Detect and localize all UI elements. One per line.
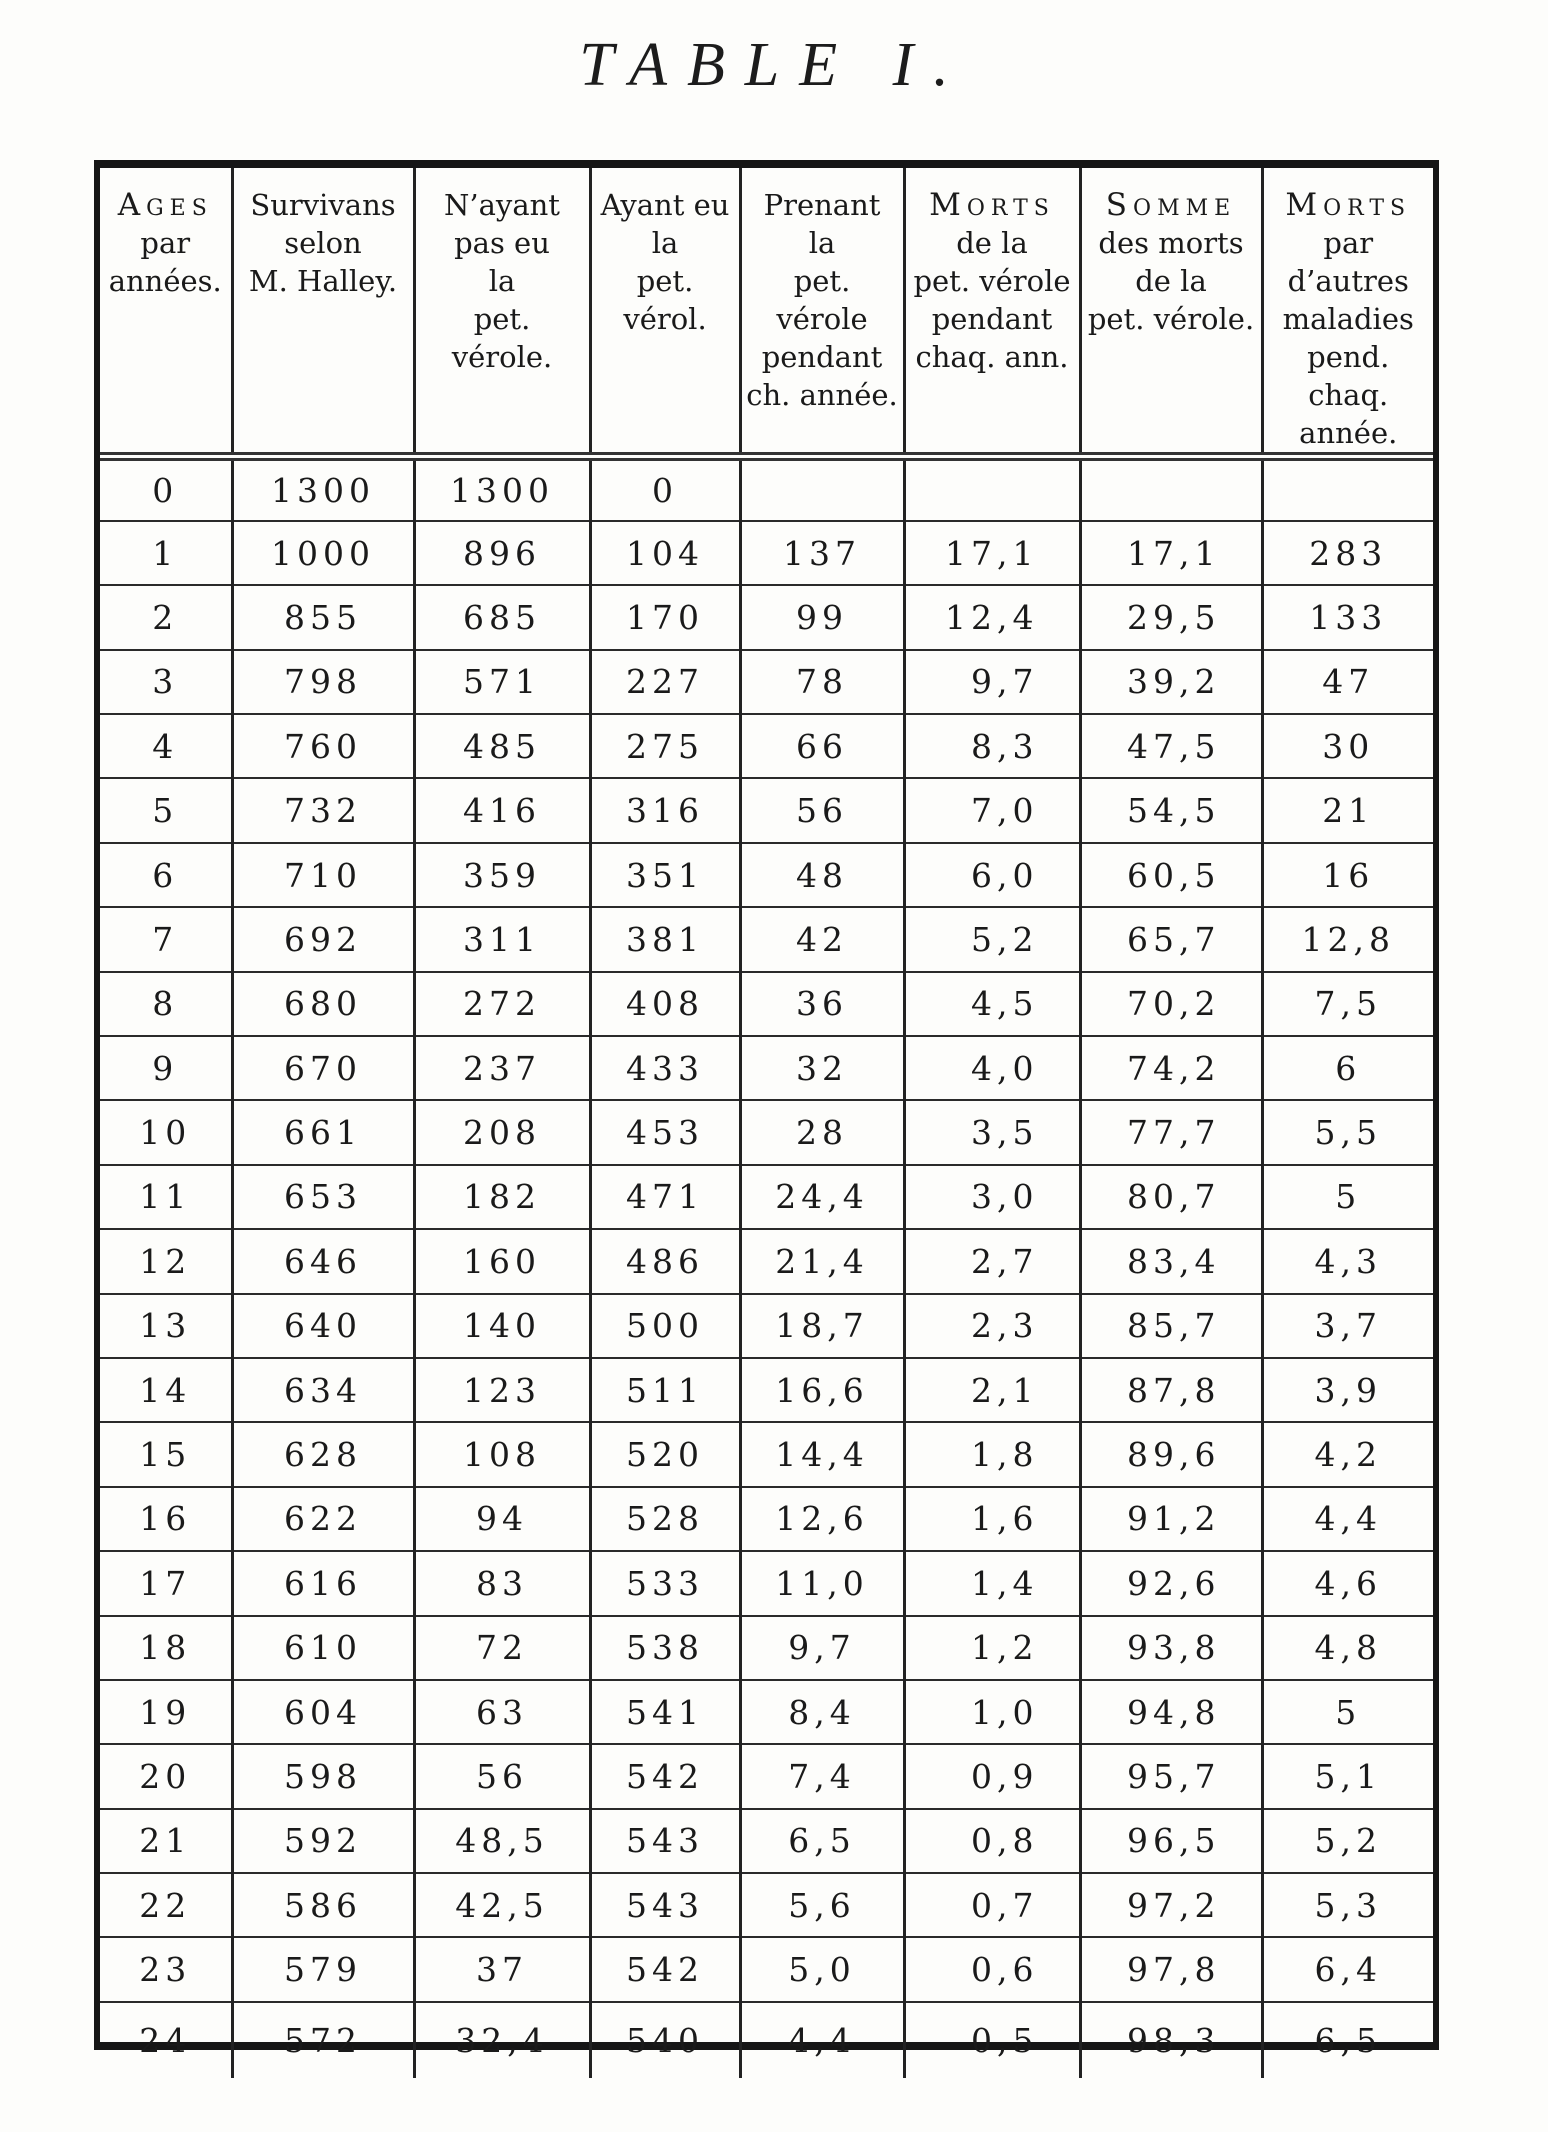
cell-survivans: 586 bbox=[232, 1873, 414, 1937]
header-ages bbox=[100, 168, 232, 457]
header-somme-line2: des morts bbox=[1098, 226, 1244, 260]
cell-ayant: 275 bbox=[590, 714, 740, 778]
header-prenant-line2: la bbox=[808, 226, 836, 260]
cell-ayant: 433 bbox=[590, 1036, 740, 1100]
header-ages-line2: par bbox=[140, 226, 191, 260]
cell-age: 23 bbox=[100, 1937, 232, 2001]
header-ages-line3: années. bbox=[108, 264, 222, 298]
table-row bbox=[100, 1422, 1433, 1486]
cell-nayant: 416 bbox=[414, 778, 590, 842]
cell-survivans: 710 bbox=[232, 843, 414, 907]
cell-morts-autres: 283 bbox=[1262, 521, 1433, 585]
header-nayant-line4: pet. vérole. bbox=[451, 302, 553, 374]
cell-morts-autres: 4,2 bbox=[1262, 1422, 1433, 1486]
cell-morts-autres: 4,3 bbox=[1262, 1229, 1433, 1293]
header-nayant-line1: N’ayant bbox=[444, 188, 560, 222]
table-row bbox=[100, 907, 1433, 971]
cell-morts-verole: 2,1 bbox=[904, 1358, 1080, 1422]
cell-somme: 98,3 bbox=[1080, 2002, 1262, 2078]
cell-ayant: 486 bbox=[590, 1229, 740, 1293]
cell-nayant: 123 bbox=[414, 1358, 590, 1422]
cell-age: 18 bbox=[100, 1616, 232, 1680]
cell-ayant: 541 bbox=[590, 1680, 740, 1744]
cell-age: 7 bbox=[100, 907, 232, 971]
cell-age: 4 bbox=[100, 714, 232, 778]
cell-ayant: 104 bbox=[590, 521, 740, 585]
cell-somme: 93,8 bbox=[1080, 1616, 1262, 1680]
cell-nayant: 72 bbox=[414, 1616, 590, 1680]
cell-somme: 47,5 bbox=[1080, 714, 1262, 778]
cell-morts-autres: 6,5 bbox=[1262, 2002, 1433, 2078]
cell-morts-autres: 5,1 bbox=[1262, 1744, 1433, 1808]
table-row bbox=[100, 972, 1433, 1036]
cell-prenant: 24,4 bbox=[740, 1165, 904, 1229]
cell-survivans: 855 bbox=[232, 585, 414, 649]
cell-survivans: 579 bbox=[232, 1937, 414, 2001]
cell-ayant: 453 bbox=[590, 1100, 740, 1164]
cell-somme: 60,5 bbox=[1080, 843, 1262, 907]
cell-ayant: 540 bbox=[590, 2002, 740, 2078]
header-morts-autres-line3: maladies bbox=[1282, 302, 1414, 336]
table-row bbox=[100, 1487, 1433, 1551]
cell-somme: 87,8 bbox=[1080, 1358, 1262, 1422]
cell-survivans: 798 bbox=[232, 650, 414, 714]
cell-ayant: 543 bbox=[590, 1873, 740, 1937]
header-row bbox=[100, 168, 1433, 457]
cell-morts-autres: 5,5 bbox=[1262, 1100, 1433, 1164]
cell-morts-verole: 8,3 bbox=[904, 714, 1080, 778]
table-row bbox=[100, 1229, 1433, 1293]
cell-morts-verole: 0,5 bbox=[904, 2002, 1080, 2078]
header-ages-title: Ages bbox=[117, 187, 213, 223]
header-morts-verole-line5: chaq. ann. bbox=[915, 340, 1069, 374]
cell-morts-autres: 3,7 bbox=[1262, 1294, 1433, 1358]
cell-survivans: 680 bbox=[232, 972, 414, 1036]
cell-ayant: 316 bbox=[590, 778, 740, 842]
cell-age: 1 bbox=[100, 521, 232, 585]
header-morts-verole-line4: pendant bbox=[931, 302, 1053, 336]
table-row bbox=[100, 1809, 1433, 1873]
cell-somme: 77,7 bbox=[1080, 1100, 1262, 1164]
cell-prenant: 7,4 bbox=[740, 1744, 904, 1808]
cell-somme: 29,5 bbox=[1080, 585, 1262, 649]
cell-ayant: 511 bbox=[590, 1358, 740, 1422]
cell-somme: 97,2 bbox=[1080, 1873, 1262, 1937]
cell-prenant: 18,7 bbox=[740, 1294, 904, 1358]
cell-nayant: 160 bbox=[414, 1229, 590, 1293]
cell-somme: 96,5 bbox=[1080, 1809, 1262, 1873]
header-morts-verole-line3: pet. vérole bbox=[913, 264, 1071, 298]
header-morts-verole-title: Morts bbox=[929, 187, 1055, 223]
cell-morts-verole: 0,9 bbox=[904, 1744, 1080, 1808]
cell-prenant: 42 bbox=[740, 907, 904, 971]
header-ayant bbox=[590, 168, 740, 457]
cell-somme: 83,4 bbox=[1080, 1229, 1262, 1293]
cell-ayant: 528 bbox=[590, 1487, 740, 1551]
cell-morts-autres: 12,8 bbox=[1262, 907, 1433, 971]
cell-survivans: 634 bbox=[232, 1358, 414, 1422]
cell-morts-verole: 4,5 bbox=[904, 972, 1080, 1036]
cell-age: 3 bbox=[100, 650, 232, 714]
cell-morts-verole: 5,2 bbox=[904, 907, 1080, 971]
cell-somme: 54,5 bbox=[1080, 778, 1262, 842]
cell-age: 10 bbox=[100, 1100, 232, 1164]
cell-morts-autres: 6 bbox=[1262, 1036, 1433, 1100]
cell-ayant: 500 bbox=[590, 1294, 740, 1358]
table-row bbox=[100, 714, 1433, 778]
cell-nayant: 182 bbox=[414, 1165, 590, 1229]
cell-morts-verole: 1,0 bbox=[904, 1680, 1080, 1744]
cell-survivans: 661 bbox=[232, 1100, 414, 1164]
cell-prenant: 48 bbox=[740, 843, 904, 907]
cell-prenant: 78 bbox=[740, 650, 904, 714]
cell-nayant: 272 bbox=[414, 972, 590, 1036]
cell-prenant: 66 bbox=[740, 714, 904, 778]
cell-nayant: 63 bbox=[414, 1680, 590, 1744]
cell-morts-autres: 5 bbox=[1262, 1165, 1433, 1229]
cell-survivans: 653 bbox=[232, 1165, 414, 1229]
cell-ayant: 520 bbox=[590, 1422, 740, 1486]
table-row bbox=[100, 1294, 1433, 1358]
cell-somme: 17,1 bbox=[1080, 521, 1262, 585]
cell-age: 6 bbox=[100, 843, 232, 907]
header-survivans-line3: M. Halley. bbox=[248, 264, 398, 298]
cell-ayant: 542 bbox=[590, 1744, 740, 1808]
cell-age: 14 bbox=[100, 1358, 232, 1422]
cell-survivans: 622 bbox=[232, 1487, 414, 1551]
cell-nayant: 208 bbox=[414, 1100, 590, 1164]
cell-morts-verole: 3,0 bbox=[904, 1165, 1080, 1229]
cell-age: 20 bbox=[100, 1744, 232, 1808]
cell-morts-verole: 1,2 bbox=[904, 1616, 1080, 1680]
header-survivans-line1: Survivans bbox=[250, 188, 396, 222]
cell-morts-autres: 5 bbox=[1262, 1680, 1433, 1744]
cell-nayant: 1300 bbox=[414, 457, 590, 521]
cell-nayant: 42,5 bbox=[414, 1873, 590, 1937]
table-row bbox=[100, 585, 1433, 649]
header-nayant-line3: la bbox=[488, 264, 516, 298]
header-morts-autres-line4: pend. chaq. bbox=[1307, 340, 1390, 412]
mortality-table bbox=[100, 168, 1433, 2078]
cell-survivans: 1000 bbox=[232, 521, 414, 585]
header-somme bbox=[1080, 168, 1262, 457]
cell-ayant: 381 bbox=[590, 907, 740, 971]
cell-morts-verole: 2,3 bbox=[904, 1294, 1080, 1358]
table-row bbox=[100, 1616, 1433, 1680]
cell-ayant: 351 bbox=[590, 843, 740, 907]
cell-nayant: 108 bbox=[414, 1422, 590, 1486]
cell-somme: 85,7 bbox=[1080, 1294, 1262, 1358]
cell-survivans: 604 bbox=[232, 1680, 414, 1744]
cell-age: 24 bbox=[139, 2020, 192, 2060]
cell-survivans: 692 bbox=[232, 907, 414, 971]
cell-ayant: 227 bbox=[590, 650, 740, 714]
table-row bbox=[100, 457, 1433, 521]
cell-nayant: 32,4 bbox=[414, 2002, 590, 2078]
header-somme-title: Somme bbox=[1105, 187, 1237, 223]
header-prenant bbox=[740, 168, 904, 457]
cell-prenant bbox=[740, 457, 904, 521]
cell-morts-verole: 0,8 bbox=[904, 1809, 1080, 1873]
cell-nayant: 83 bbox=[414, 1551, 590, 1615]
cell-prenant: 32 bbox=[740, 1036, 904, 1100]
table-title: TABLE I. bbox=[579, 31, 969, 99]
cell-morts-verole: 0,6 bbox=[904, 1937, 1080, 2001]
cell-somme: 92,6 bbox=[1080, 1551, 1262, 1615]
table-row bbox=[100, 843, 1433, 907]
cell-prenant: 5,0 bbox=[740, 1937, 904, 2001]
cell-morts-autres: 133 bbox=[1262, 585, 1433, 649]
cell-age: 5 bbox=[100, 778, 232, 842]
cell-prenant: 6,5 bbox=[740, 1809, 904, 1873]
header-somme-line3: de la bbox=[1135, 264, 1207, 298]
cell-age: 8 bbox=[100, 972, 232, 1036]
cell-nayant: 359 bbox=[414, 843, 590, 907]
table-row bbox=[100, 1937, 1433, 2001]
cell-morts-autres: 47 bbox=[1262, 650, 1433, 714]
header-morts-autres-title: Morts bbox=[1285, 187, 1412, 223]
cell-survivans: 646 bbox=[232, 1229, 414, 1293]
cell-somme: 91,2 bbox=[1080, 1487, 1262, 1551]
header-ayant-line3: pet. vérol. bbox=[623, 264, 707, 336]
cell-ayant: 543 bbox=[590, 1809, 740, 1873]
header-morts-verole-line2: de la bbox=[956, 226, 1028, 260]
table-row bbox=[100, 1873, 1433, 1937]
cell-morts-verole: 0,7 bbox=[904, 1873, 1080, 1937]
header-survivans bbox=[232, 168, 414, 457]
cell-age: 21 bbox=[100, 1809, 232, 1873]
cell-ayant: 471 bbox=[590, 1165, 740, 1229]
cell-age: 17 bbox=[100, 1551, 232, 1615]
cell-survivans: 610 bbox=[232, 1616, 414, 1680]
cell-prenant: 4,4 bbox=[740, 2002, 904, 2078]
cell-age: 15 bbox=[100, 1422, 232, 1486]
cell-morts-autres: 21 bbox=[1262, 778, 1433, 842]
cell-somme: 94,8 bbox=[1080, 1680, 1262, 1744]
cell-prenant: 8,4 bbox=[740, 1680, 904, 1744]
cell-somme bbox=[1080, 457, 1262, 521]
cell-age: 22 bbox=[100, 1873, 232, 1937]
cell-prenant: 21,4 bbox=[740, 1229, 904, 1293]
cell-prenant: 137 bbox=[740, 521, 904, 585]
cell-morts-autres bbox=[1262, 457, 1433, 521]
table-row bbox=[100, 1680, 1433, 1744]
header-nayant bbox=[414, 168, 590, 457]
cell-morts-verole: 4,0 bbox=[904, 1036, 1080, 1100]
cell-morts-autres: 30 bbox=[1262, 714, 1433, 778]
cell-prenant: 36 bbox=[740, 972, 904, 1036]
cell-somme: 74,2 bbox=[1080, 1036, 1262, 1100]
header-prenant-line4: pendant bbox=[761, 340, 883, 374]
table-row bbox=[100, 2002, 1433, 2078]
header-morts-autres-line5: année. bbox=[1299, 416, 1398, 450]
cell-morts-autres: 6,4 bbox=[1262, 1937, 1433, 2001]
cell-nayant: 311 bbox=[414, 907, 590, 971]
cell-prenant: 12,6 bbox=[740, 1487, 904, 1551]
cell-nayant: 48,5 bbox=[414, 1809, 590, 1873]
cell-morts-autres: 5,3 bbox=[1262, 1873, 1433, 1937]
cell-nayant: 485 bbox=[414, 714, 590, 778]
cell-morts-autres: 4,4 bbox=[1262, 1487, 1433, 1551]
cell-survivans: 640 bbox=[232, 1294, 414, 1358]
header-survivans-line2: selon bbox=[284, 226, 362, 260]
cell-age: 11 bbox=[100, 1165, 232, 1229]
cell-morts-verole: 6,0 bbox=[904, 843, 1080, 907]
table-row bbox=[100, 1165, 1433, 1229]
cell-nayant: 571 bbox=[414, 650, 590, 714]
header-ayant-line2: la bbox=[651, 226, 679, 260]
cell-morts-verole bbox=[904, 457, 1080, 521]
cell-morts-verole: 3,5 bbox=[904, 1100, 1080, 1164]
cell-prenant: 16,6 bbox=[740, 1358, 904, 1422]
header-morts-autres-line2: par d’autres bbox=[1287, 226, 1409, 298]
cell-ayant: 542 bbox=[590, 1937, 740, 2001]
cell-morts-verole: 2,7 bbox=[904, 1229, 1080, 1293]
cell-survivans: 628 bbox=[232, 1422, 414, 1486]
cell-morts-autres: 7,5 bbox=[1262, 972, 1433, 1036]
cell-age: 9 bbox=[100, 1036, 232, 1100]
cell-ayant: 0 bbox=[590, 457, 740, 521]
cell-nayant: 140 bbox=[414, 1294, 590, 1358]
header-prenant-line3: pet. vérole bbox=[776, 264, 868, 336]
header-morts-verole bbox=[904, 168, 1080, 457]
cell-survivans: 592 bbox=[232, 1809, 414, 1873]
cell-prenant: 56 bbox=[740, 778, 904, 842]
header-ayant-line1: Ayant eu bbox=[600, 188, 730, 222]
cell-morts-autres: 5,2 bbox=[1262, 1809, 1433, 1873]
cell-nayant: 56 bbox=[414, 1744, 590, 1808]
table-body bbox=[100, 457, 1433, 2078]
cell-morts-verole: 1,4 bbox=[904, 1551, 1080, 1615]
cell-survivans: 670 bbox=[232, 1036, 414, 1100]
cell-survivans: 1300 bbox=[232, 457, 414, 521]
cell-prenant: 28 bbox=[740, 1100, 904, 1164]
cell-morts-verole: 1,8 bbox=[904, 1422, 1080, 1486]
header-somme-line4: pet. vérole. bbox=[1087, 302, 1255, 336]
cell-nayant: 685 bbox=[414, 585, 590, 649]
table-row bbox=[100, 650, 1433, 714]
cell-morts-verole: 7,0 bbox=[904, 778, 1080, 842]
cell-somme: 95,7 bbox=[1080, 1744, 1262, 1808]
cell-morts-autres: 4,8 bbox=[1262, 1616, 1433, 1680]
cell-prenant: 14,4 bbox=[740, 1422, 904, 1486]
cell-survivans: 760 bbox=[232, 714, 414, 778]
cell-ayant: 533 bbox=[590, 1551, 740, 1615]
cell-age: 12 bbox=[100, 1229, 232, 1293]
cell-somme: 97,8 bbox=[1080, 1937, 1262, 2001]
cell-prenant: 9,7 bbox=[740, 1616, 904, 1680]
cell-survivans: 616 bbox=[232, 1551, 414, 1615]
cell-ayant: 408 bbox=[590, 972, 740, 1036]
table-row bbox=[100, 1100, 1433, 1164]
header-prenant-line5: ch. année. bbox=[746, 378, 898, 412]
cell-nayant: 237 bbox=[414, 1036, 590, 1100]
cell-somme: 39,2 bbox=[1080, 650, 1262, 714]
cell-age: 2 bbox=[100, 585, 232, 649]
header-nayant-line2: pas eu bbox=[454, 226, 550, 260]
cell-age: 13 bbox=[100, 1294, 232, 1358]
table-row bbox=[100, 521, 1433, 585]
cell-ayant: 538 bbox=[590, 1616, 740, 1680]
cell-somme: 65,7 bbox=[1080, 907, 1262, 971]
cell-survivans: 572 bbox=[232, 2002, 414, 2078]
cell-morts-verole: 1,6 bbox=[904, 1487, 1080, 1551]
cell-survivans: 732 bbox=[232, 778, 414, 842]
table-row bbox=[100, 1551, 1433, 1615]
cell-prenant: 11,0 bbox=[740, 1551, 904, 1615]
cell-age: 0 bbox=[100, 457, 232, 521]
header-prenant-line1: Prenant bbox=[763, 188, 881, 222]
cell-morts-autres: 3,9 bbox=[1262, 1358, 1433, 1422]
cell-somme: 80,7 bbox=[1080, 1165, 1262, 1229]
cell-nayant: 37 bbox=[414, 1937, 590, 2001]
table-frame bbox=[94, 160, 1439, 2060]
cell-somme: 89,6 bbox=[1080, 1422, 1262, 1486]
cell-morts-autres: 4,6 bbox=[1262, 1551, 1433, 1615]
cell-prenant: 5,6 bbox=[740, 1873, 904, 1937]
cell-morts-verole: 12,4 bbox=[904, 585, 1080, 649]
table-row bbox=[100, 1358, 1433, 1422]
cell-morts-verole: 17,1 bbox=[904, 521, 1080, 585]
table-row bbox=[100, 778, 1433, 842]
cell-morts-verole: 9,7 bbox=[904, 650, 1080, 714]
table-row bbox=[100, 1744, 1433, 1808]
cell-nayant: 896 bbox=[414, 521, 590, 585]
cell-somme: 70,2 bbox=[1080, 972, 1262, 1036]
cell-age: 16 bbox=[100, 1487, 232, 1551]
cell-prenant: 99 bbox=[740, 585, 904, 649]
cell-ayant: 170 bbox=[590, 585, 740, 649]
cell-survivans: 598 bbox=[232, 1744, 414, 1808]
header-morts-autres bbox=[1262, 168, 1433, 457]
table-row bbox=[100, 1036, 1433, 1100]
cell-morts-autres: 16 bbox=[1262, 843, 1433, 907]
cell-age: 19 bbox=[100, 1680, 232, 1744]
cell-nayant: 94 bbox=[414, 1487, 590, 1551]
